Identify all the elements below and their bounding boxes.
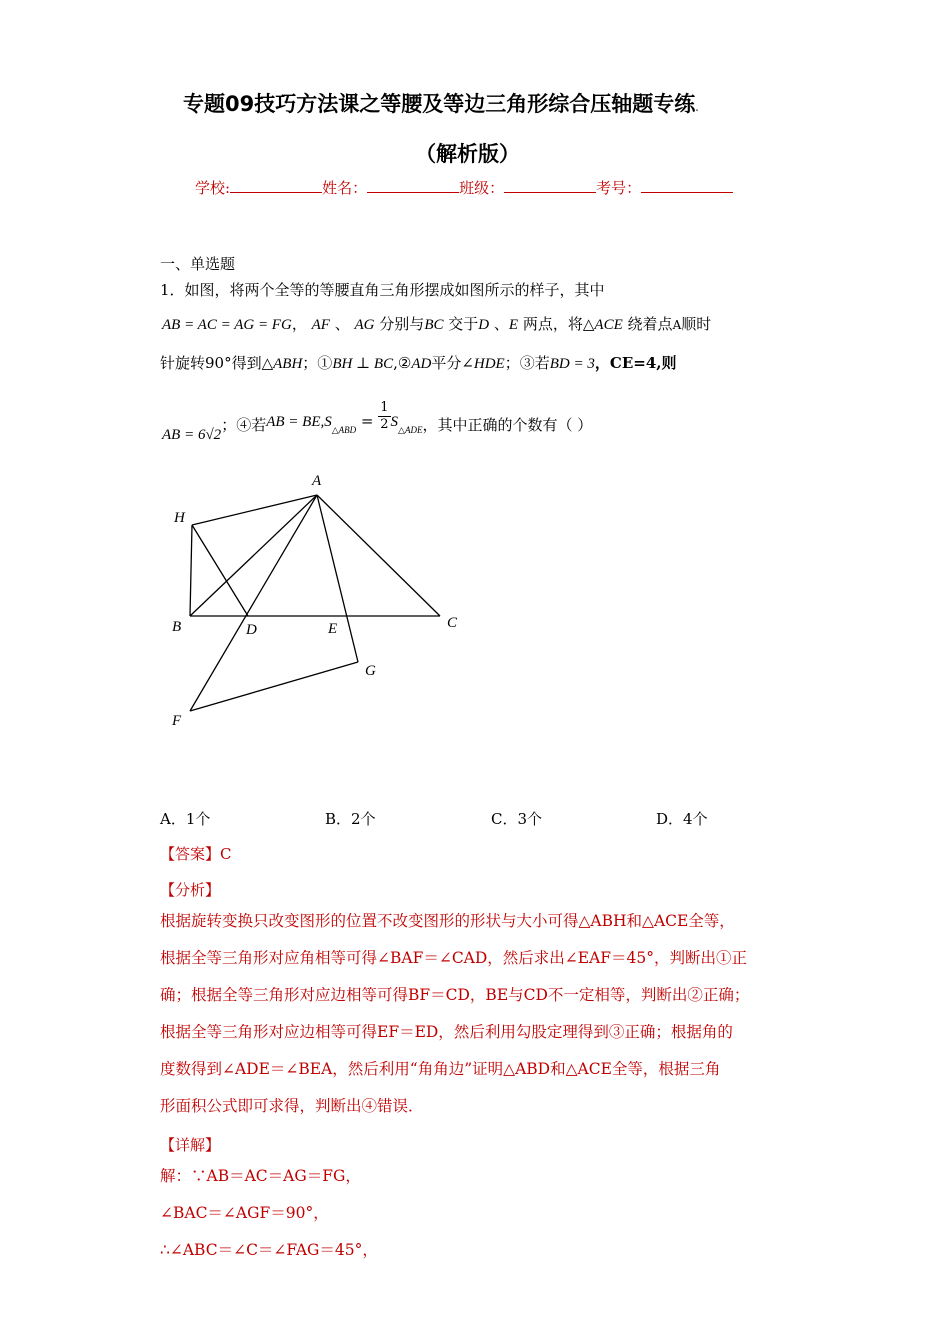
class-label: 班级：	[459, 179, 505, 197]
label-E: E	[328, 621, 338, 637]
question-line-4: AB = 6√2；④若AB = $BE,S_{\triangle ABD}$ = $\frac{1}{2}$ $S_{\triangle ADE}$，其中正确的个数有（ ）	[162, 400, 593, 443]
geometry-figure	[160, 465, 480, 735]
analysis-line: 根据全等三角形对应角相等可得∠BAF＝∠CAD，然后求出∠EAF＝45°，判断出①正	[160, 949, 748, 967]
label-H: H	[174, 510, 185, 526]
segment-HB	[190, 525, 192, 616]
label-C: C	[447, 615, 458, 631]
question-line-1: 1．如图，将两个全等的等腰直角三角形摆成如图所示的样子，其中	[160, 281, 605, 299]
detail-line: ∴∠ABC＝∠C＝∠FAG＝45°，	[160, 1241, 378, 1259]
label-F: F	[172, 713, 182, 729]
detail-line: 解：∵AB＝AC＝AG＝FG，	[160, 1167, 361, 1185]
exam-no-field[interactable]	[641, 178, 733, 193]
class-field[interactable]	[504, 178, 596, 193]
segment-AF	[190, 495, 317, 711]
school-field[interactable]	[230, 178, 322, 193]
title-text: 专题09技巧方法课之等腰及等边三角形综合压轴题专练	[183, 92, 696, 116]
name-field[interactable]	[367, 178, 459, 193]
analysis-line: 根据全等三角形对应边相等可得EF＝ED，然后利用勾股定理得到③正确；根据角的	[160, 1023, 733, 1041]
analysis-line: 度数得到∠ADE＝∠BEA，然后利用“角角边”证明△ABD和△ACE全等，根据三角	[160, 1060, 721, 1078]
segment-HD	[192, 525, 248, 616]
subtitle-text: （解析版）	[415, 142, 520, 166]
option-b[interactable]: B．2个	[325, 810, 376, 828]
detail-block	[160, 1158, 790, 1269]
analysis-line: 根据旋转变换只改变图形的位置不改变图形的形状与大小可得△ABH和△ACE全等，	[160, 912, 735, 930]
detail-line: ∠BAC＝∠AGF＝90°，	[160, 1204, 329, 1222]
question-line-3: 针旋转90°得到△ABH；①BH ⊥ BC,②AD平分∠HDE；③若BD = 3，CE=4,则	[160, 354, 677, 372]
option-d[interactable]: D．4个	[656, 810, 708, 828]
school-label: 学校:	[195, 179, 231, 197]
label-B: B	[172, 619, 182, 635]
segment-BA	[190, 495, 317, 616]
answer-label: 【答案】C	[160, 845, 232, 863]
label-G: G	[365, 663, 376, 679]
analysis-line: 形面积公式即可求得，判断出④错误．	[160, 1097, 424, 1115]
option-c[interactable]: C．3个	[491, 810, 543, 828]
option-a[interactable]: A．1个	[160, 810, 211, 828]
question-line-2: AB = AC = AG = FG， AF 、 AG 分别与BC 交于D 、E 两点，将△ACE 绕着点A顺时	[162, 315, 712, 333]
label-D: D	[246, 622, 257, 638]
detail-label: 【详解】	[160, 1136, 221, 1154]
analysis-line: 确；根据全等三角形对应边相等可得BF＝CD，BE与CD不一定相等，判断出②正确；	[160, 986, 750, 1004]
label-A: A	[312, 473, 322, 489]
fraction-one-half: $\frac{1}{2}$	[380, 400, 389, 432]
analysis-block	[160, 903, 790, 1125]
analysis-label: 【分析】	[160, 881, 221, 899]
exam-no-label: 考号：	[596, 179, 642, 197]
segment-AC	[317, 495, 440, 616]
section-heading: 一、单选题	[160, 255, 236, 273]
segment-AG	[317, 495, 358, 662]
student-info-line	[195, 177, 733, 198]
page-subtitle	[415, 138, 520, 168]
name-label: 姓名：	[322, 179, 368, 197]
segment-HA	[192, 495, 317, 525]
page-title: 专题09技巧方法课之等腰及等边三角形综合压轴题专练.	[183, 92, 699, 116]
